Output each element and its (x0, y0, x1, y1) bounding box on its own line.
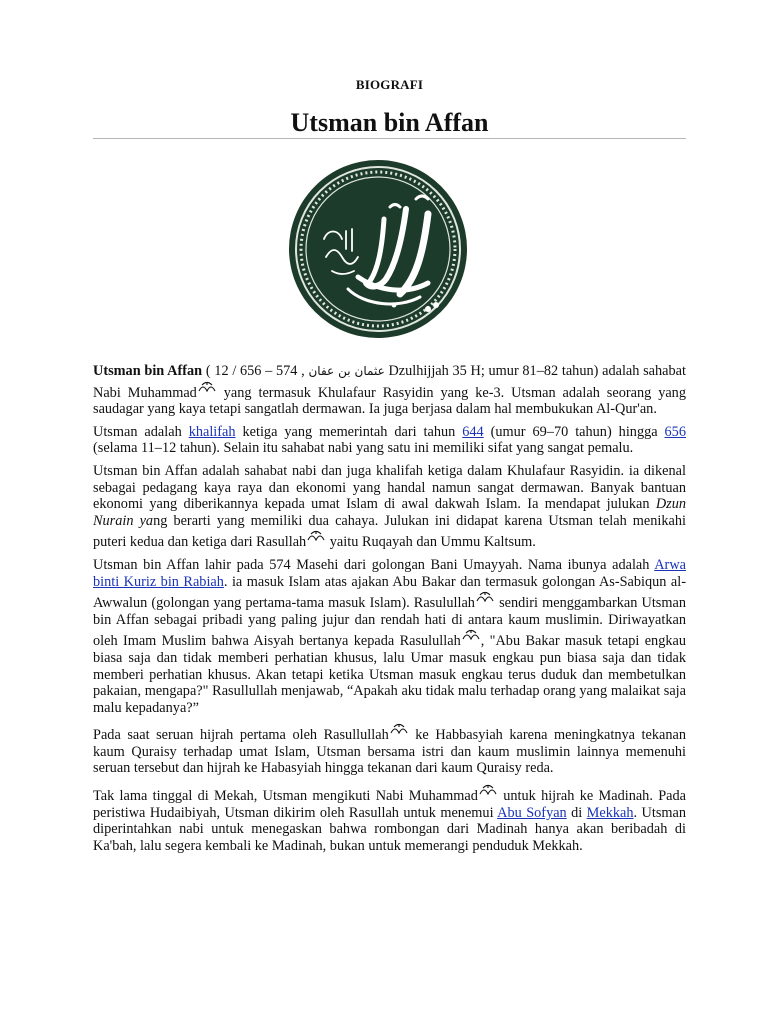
link-abu-sofyan[interactable]: Abu Sofyan (497, 804, 567, 821)
text-run: untuk hijrah ke Madinah. Pada peristiwa Hudaibiyah, Utsman dikirim oleh Rasullah untuk menemui (93, 788, 687, 821)
link-mekkah[interactable]: Mekkah (586, 804, 634, 821)
text-run: yaitu Ruqayah dan Ummu Kaltsum. (326, 534, 536, 551)
article-body (93, 363, 686, 860)
text-run: . Utsman diperintahkan nabi untuk menegaskan bahwa rombongan dari Madinah hanya akan beribadah di Ka'bah, lalu segera kembali ke Madinah, bukan untuk memerangi penduduk Mekkah. (93, 804, 686, 854)
arabic-name: عثمان بن عفان (308, 364, 385, 378)
text-run: Utsman adalah (93, 423, 189, 440)
section-kicker: BIOGRAFI (355, 77, 424, 92)
text-run: ng berarti yang memiliki dua cahaya. Julukan ini didapat karena Utsman telah menikahi puteri kedua dan ketiga dari Rasullah (93, 512, 686, 551)
salawat-glyph-icon (461, 628, 481, 643)
text-run: ke Habbasyiah karena meningkatnya tekanan kaum Quraisy terhadap umat Islam, Utsman bersama istri dan kaum muslimin lainnya memenuhi seruan tersebut dan hijrah ke Habasyiah hingga tekanan dari kaum Quraisy reda. (93, 727, 686, 777)
paragraph-caliph (93, 424, 686, 457)
text-run: Utsman bin Affan lahir pada 574 Masehi dari golongan Bani Umayyah. Nama ibunya adalah (93, 556, 655, 573)
text-run: , "Abu Bakar masuk tetapi engkau biasa saja dan tidak memberi perhatian khusus, lalu Umar masuk engkau pun biasa saja dan tidak memberi perhatian khusus. Akan tetapi ketika Utsman masuk engkau terus duduk dan membetulkan pakaian, mengapa?" Rasullullah menjawab, “Apakah aku tidak malu terhadap orang yang malaikat saja malu kepadanya?” (93, 633, 686, 716)
utsman-calligraphy-emblem (288, 159, 468, 339)
text-run: (selama 11–12 tahun). Selain itu sahabat nabi yang satu ini memiliki sifat yang sangat pemalu. (93, 440, 634, 457)
page-title: Utsman bin Affan (290, 108, 489, 137)
text-run: Tak lama tinggal di Mekah, Utsman mengikuti Nabi Muhammad (93, 788, 478, 805)
paragraph-birth (93, 557, 686, 716)
italic-epithet: Dzun Nurain ya (93, 496, 686, 529)
text-run: (umur 69–70 tahun) hingga (483, 423, 665, 440)
link-arwa-binti-kuriz[interactable]: Arwa binti Kuriz bin Rabiah (93, 556, 686, 590)
text-run: sendiri menggambarkan Utsman bin Affan sebagai pribadi yang paling jujur dan rendah hati di antara kaum muslimin. Diriwayatkan oleh Imam Muslim bahwa Aisyah bertanya kepada Rasulullah (93, 595, 686, 650)
text-run: di (566, 804, 587, 821)
text-run: Dzulhijjah 35 H; umur 81–82 tahun) adalah sahabat Nabi Muhammad (93, 363, 686, 401)
salawat-glyph-icon (197, 380, 217, 395)
link-khalifah[interactable]: khalifah (188, 423, 236, 440)
text-run: Pada saat seruan hijrah pertama oleh Rasullullah (93, 727, 389, 744)
text-run: ( 12 / 656 – 574 , (202, 363, 305, 379)
paragraph-hudaibiyah (93, 783, 686, 854)
link-644[interactable]: 644 (462, 423, 484, 440)
title-divider (93, 138, 686, 139)
text-run: yang termasuk Khulafaur Rasyidin yang ke-3. Utsman adalah seorang yang saudagar yang kaya tetapi sangatlah dermawan. Ia juga berjasa dalam hal membukukan Al-Qur'an. (93, 384, 686, 418)
paragraph-intro (93, 363, 686, 418)
text-run: Utsman bin Affan adalah sahabat nabi dan juga khalifah ketiga dalam Khulafaur Rasyidin. ia dikenal sebagai pedagang kaya raya dan ekonomi yang handal namun sangat dermawan. Banyak bantuan ekonomi yang diberikannya kepada umat Islam di awal dakwah Islam. Ia mendapat julukan (93, 462, 686, 513)
text-run: ketiga yang memerintah dari tahun (235, 423, 463, 440)
subject-name: Utsman bin Affan (93, 363, 203, 379)
paragraph-dzun-nurain (93, 463, 686, 551)
salawat-glyph-icon (475, 590, 495, 605)
text-run: . ia masuk Islam atas ajakan Abu Bakar dan termasuk golongan As-Sabiqun al-Awwalun (golongan yang pertama-tama masuk Islam). Rasulullah (93, 573, 686, 612)
link-656[interactable]: 656 (664, 423, 686, 440)
salawat-glyph-icon (389, 722, 409, 737)
paragraph-hijrah-habasyah (93, 722, 686, 777)
salawat-glyph-icon (306, 529, 326, 544)
salawat-glyph-icon (478, 783, 498, 798)
